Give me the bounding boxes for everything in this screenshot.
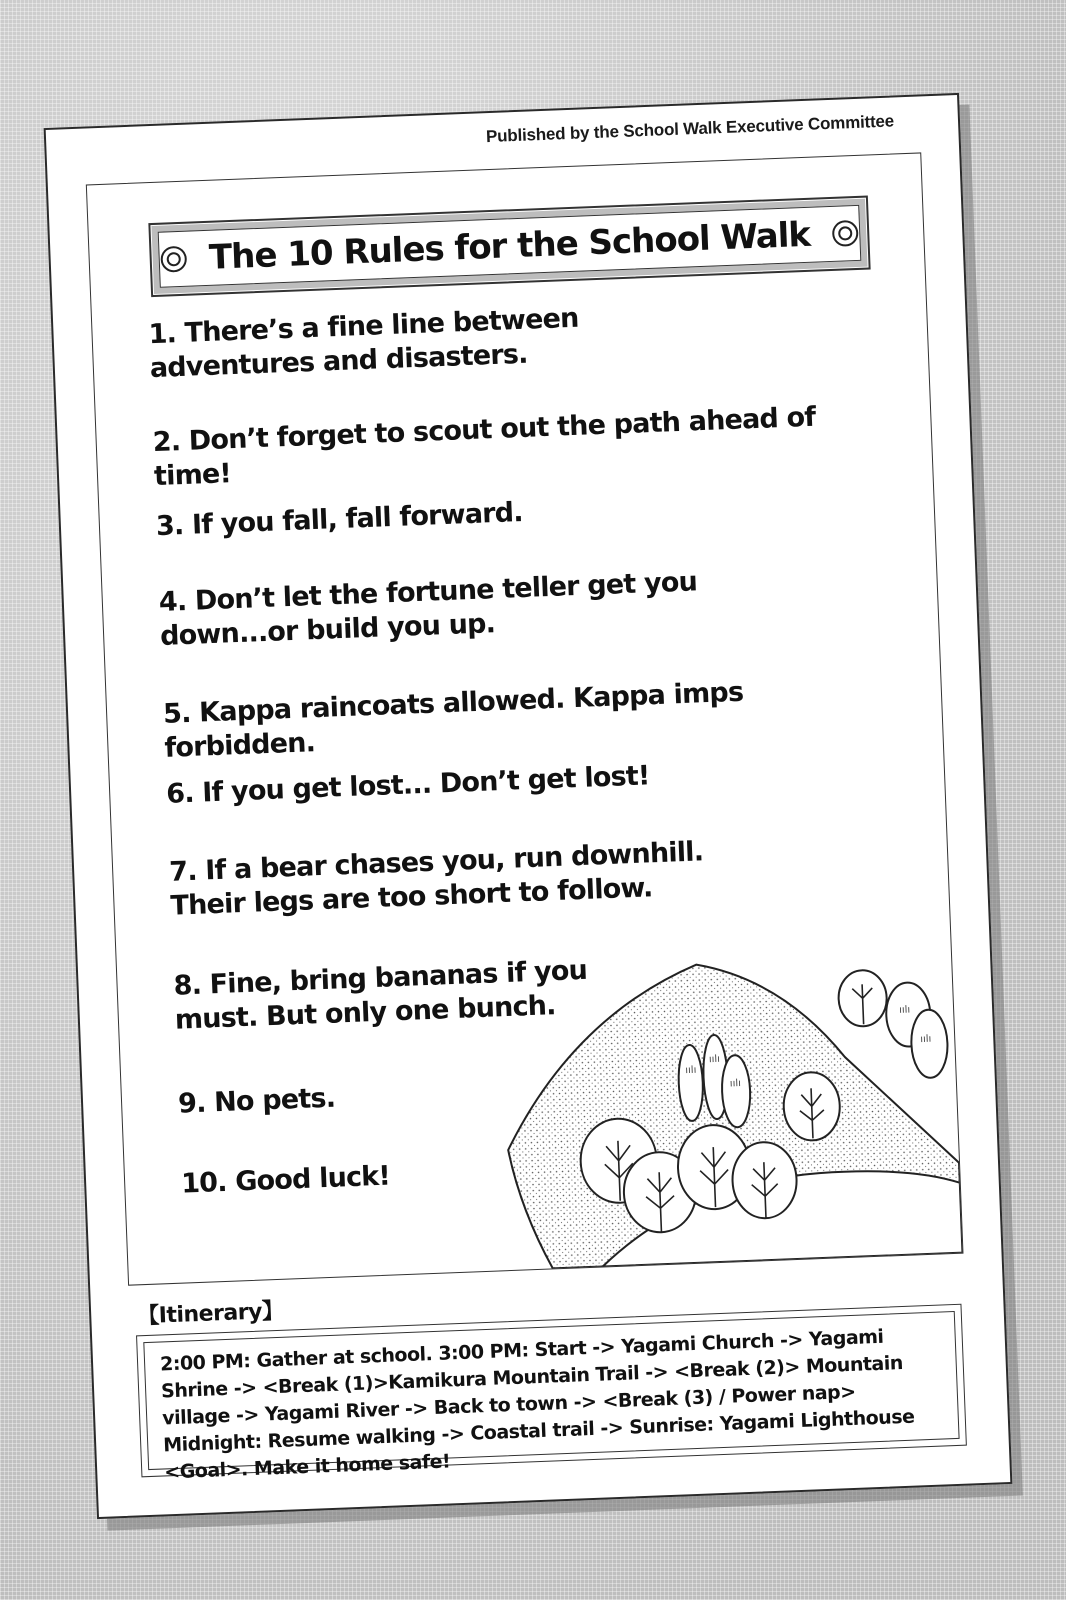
- itinerary-label: 【Itinerary】: [136, 1298, 284, 1330]
- flyer-sheet: [44, 93, 1013, 1519]
- rule-item-9: 9. No pets.: [177, 1082, 336, 1120]
- page-title: The 10 Rules for the School Walk: [208, 214, 811, 278]
- rule-item-8: 8. Fine, bring bananas if you must. But only one bunch.: [173, 954, 588, 1036]
- rules-frame: [86, 152, 964, 1285]
- publisher-line: Published by the School Walk Executive Committee: [485, 111, 895, 147]
- svg-text:ıılı: ıılı: [920, 1033, 932, 1046]
- rule-item-6: 6. If you get lost... Don’t get lost!: [165, 760, 651, 810]
- rule-item-7: 7. If a bear chases you, run downhill. Their legs are too short to follow.: [168, 836, 704, 922]
- svg-text:ıılı: ıılı: [898, 1004, 911, 1016]
- itinerary-box: [136, 1304, 967, 1484]
- rule-item-1: 1. There’s a fine line between adventures and disasters.: [148, 302, 580, 385]
- svg-text:ıılı: ıılı: [708, 1053, 721, 1066]
- rule-item-4: 4. Don’t let the fortune teller get you down...or build you up.: [158, 566, 698, 652]
- svg-text:ıılı: ıılı: [685, 1064, 697, 1077]
- rule-item-2: 2. Don’t forget to scout out the path ahead of time!: [152, 401, 816, 493]
- rule-item-10: 10. Good luck!: [180, 1160, 391, 1200]
- svg-text:ıılı: ıılı: [729, 1078, 742, 1090]
- rule-item-3: 3. If you fall, fall forward.: [155, 497, 524, 543]
- rule-item-5: 5. Kappa raincoats allowed. Kappa imps forbidden.: [162, 676, 744, 764]
- title-banner: [148, 196, 870, 298]
- itinerary-text: 2:00 PM: Gather at school. 3:00 PM: Start -> Yagami Church -> Yagami Shrine -> <Break (1)>Kamikura Mountain Trail -> <Break (2)> Mountain village -> Yagami River -> Back to town -> <Break (3) / Power nap> Midnight: Resume walking -> Coastal trail -> Sunrise: Yagami Lighthouse <Goal>. Make it home safe!: [159, 1325, 915, 1484]
